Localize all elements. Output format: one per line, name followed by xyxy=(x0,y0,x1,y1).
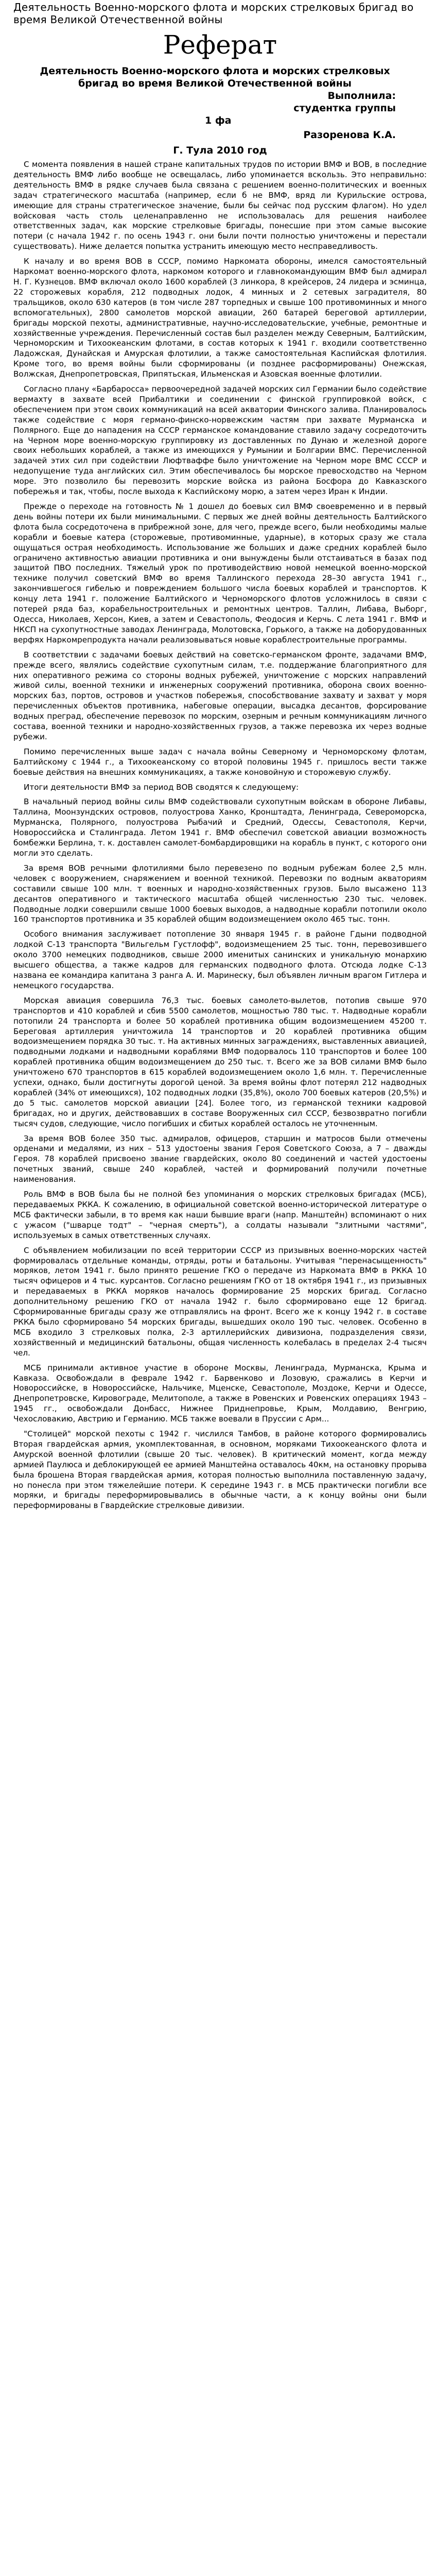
author-name: Разоренова К.А. xyxy=(303,129,396,141)
paragraph: Итоги деятельности ВМФ за период ВОВ сводятся к следующему: xyxy=(24,782,299,792)
performed-by: Выполнила: студентка группы xyxy=(293,90,396,114)
paragraph: В соответствии с задачами боевых действий на советско-германском фронте, задачами ВМФ, прежде всего, являлись содействие сухопутным силам, т.е. поддержание благоприятного для них оперативного режима со стороны водных рубежей, уничтожение с морских направлений живой силы, военной техники и инженерных сооружений противника, оборона своих военно-морских баз, портов, островов и участков побережья, способствование захвату и захват у моря перечисленных объектов противника, набеговые операции, высадка десантов, форсирование водных преград, обеспечение перевозок по морским, озерным и речным коммуникациям личного состава, военной техники и народно-хозяйственных грузов, а также перевозка их через водные рубежи. xyxy=(13,650,427,741)
paragraph: Помимо перечисленных выше задач с начала войны Северному и Черноморскому флотам, Балтийскому с 1944 г., а Тихоокеанскому со второй половины 1945 г. пришлось вести также боевые действия на внешних коммуникациях, а также коновойную и сторожевую службу. xyxy=(13,747,427,777)
body-text xyxy=(13,160,427,1511)
course-number: 1 фа xyxy=(205,115,232,126)
document-headline: Деятельность Военно-морского флота и морских стрелковых бригад во время Великой Отечественной войны xyxy=(40,65,390,89)
paragraph: За время ВОВ более 350 тыс. адмиралов, офицеров, старшин и матросов были отмечены орденами и медалями, из них – 513 удостоены звания Героя Советского Союза, а 7 – дважды Героя. 78 кораблей присвоено звание гвардейских, около 80 соединений и частей удостоены почетных званий, свыше 240 кораблей, частей и формирований получили почетные наименования. xyxy=(13,1133,427,1184)
paragraph: К началу и во время ВОВ в СССР, помимо Наркомата обороны, имелся самостоятельный Наркомат военно-морского флота, наркомом которого и главнокомандующим ВМФ был адмирал Н. Г. Кузнецов. ВМФ включал около 1600 кораблей (3 линкора, 8 крейсеров, 24 лидера и эсминца, 22 сторожевых корабля, 212 подводных лодок, 4 минных и 2 сетевых заградителя, 80 тральщиков, около 630 катеров (в том числе 287 торпедных и свыше 100 противоминных и много вспомогательных), 2800 самолетов морской авиации, 260 батарей береговой артиллерии, бригады морской пехоты, административные, научно-исследовательские, учебные, ремонтные и хозяйственные учреждения. Перечисленный состав был разделен между Северным, Балтийским, Черноморским и Тихоокеанским флотами, в состав которых к 1941 г. входили соответственно Ладожская, Дунайская и Амурская флотилии, а также самостоятельная Каспийская флотилия. Кроме того, во время войны были сформированы (и позднее расформированы) Онежская, Волжская, Днепропетровская, Припятьская, Ильменская и Азовская военные флотилии. xyxy=(13,257,427,379)
paragraph: Особого внимания заслуживает потопление 30 января 1945 г. в районе Гдыни подводной лодкой С-13 транспорта "Вильгельм Густлофф", водоизмещением 25 тыс. тонн, перевозившего около 3700 немецких подводников, свыше 2000 именитых санинских и уникальную монархию высшего общества, а также кадров для германских подводного флота. Отсюда лодке С-13 названа ее командира капитана 3 ранга А. И. Маринеску, был объявлен личным врагом Гитлера и немецкого государства. xyxy=(13,929,427,990)
paragraph: Роль ВМФ в ВОВ была бы не полной без упоминания о морских стрелковых бригадах (МСБ), передаваемых РККА. К сожалению, в официальной советской военно-исторической литературе о МСБ фактически забыли, в то время как наши бывшие враги (напр. Манштейн) вспоминают о них с ужасом ("шварце тодт" – "черная смерть"), а солдаты называли "злитными частями", используемых в самых ответственных случаях. xyxy=(13,1190,427,1240)
paragraph: МСБ принимали активное участие в обороне Москвы, Ленинграда, Мурманска, Крыма и Кавказа. Освобождали в феврале 1942 г. Барвенково и Лозовую, сражались в Керчи и Новороссийске, в Новороссийске, Нальчике, Мценске, Севастополе, Моздоке, Керчи и Одессе, Днепропетровске, Кировограде, Мелитополе, а также в Ровенских и Ровенских операциях 1943 – 1945 гг., освобождали Донбасс, Нижнее Приднепровье, Крым, Молдавию, Венгрию, Чехословакию, Австрию и Германию. МСБ также воевали в Пруссии с Арм... xyxy=(13,1363,427,1424)
paragraph: В начальный период войны силы ВМФ содействовали сухопутным войскам в обороне Либавы, Таллина, Моонзундских островов, полуострова Ханко, Кронштадта, Ленинграда, Североморска, Мурманска, Полярного, полуострова Рыбачий и Средний, Одессы, Севастополя, Керчи, Новороссийска и Сталинграда. Летом 1941 г. ВМФ обеспечил советской авиации возможность бомбежки Берлина, т. к. доставлен самолет-бомбардировщики на корабль в пункт, с которого они могли это сделать. xyxy=(13,797,427,858)
paragraph: Согласно плану «Барбаросса» первоочередной задачей морских сил Германии было содействие вермахту в захвате всей Прибалтики и соединении с финской группировкой войск, с обеспечением при этом своих коммуникаций на всей акватории Финского залива. Планировалось также содействие с моря германо-финско-норвежским частям при захвате Мурманска и Полярного. Еще до нападения на СССР германское командование ставило задачу сосредоточить на Черном море военно-морскую группировку из доставленных по Дунаю и железной дороге своих небольших кораблей, а также из имеющихся у Румынии и Болгарии ВМС. Перечисленной задачей этих сил при содействии Люфтваффе было уничтожение на Черном море ВМС СССР и недопущение туда английских сил. Этим обеспечивалось бы морское превосходство на Черном море. Это позволило бы перевозить морские войска из района Босфора до Кавказского побережья и так, чтобы, после выхода к Каспийскому морю, а затем через Иран к Индии. xyxy=(13,384,427,497)
paragraph: За время ВОВ речными флотилиями было перевезено по водным рубежам более 2,5 млн. человек с вооружением, снаряжением и военной техникой. Перевозки по водным акваториям составили свыше 100 млн. т военных и народно-хозяйственных грузов. Было высажено 113 десантов оперативного и тактического масштаба общей численностью 230 тыс. человек. Подводные лодки совершили свыше 1000 боевых выходов, а надводные корабли потопили около 160 транспортов противника и 35 кораблей общим водоизмещением около 465 тыс. тонн. xyxy=(13,863,427,924)
city-year: Г. Тула 2010 год xyxy=(173,145,267,156)
document-title: Реферат xyxy=(163,30,277,60)
paragraph: С объявлением мобилизации по всей территории СССР из призывных военно-морских частей формировалась отдельные команды, отряды, роты и батальоны. Учитывая "перенасыщенность" моряков, летом 1941 г. было принято решение ГКО о передаче из Наркомата ВМФ в РККА 10 тысяч офицеров и 4 тыс. курсантов. Согласно решениям ГКО от 18 октября 1941 г., из призывных и передаваемых в РККА моряков началось формирование 25 морских бригад. Согласно дополнительному решению ГКО от начала 1942 г. было сформировано еще 12 бригад. Сформированные бригады сразу же отправлялись на фронт. Всего же к концу 1942 г. в составе РККА было сформировано 54 морских бригады, вышедших около 190 тыс. человек. Особенно в МСБ входило 3 стрелковых полка, 2-3 артиллерийских дивизиона, подразделения связи, хозяйственный и медицинский батальоны, общая численность колебалась в пределах 2-4 тысяч чел. xyxy=(13,1245,427,1358)
paragraph: Прежде о переходе на готовность № 1 дошел до боевых сил ВМФ своевременно и в первый день войны потери их были минимальными. С первых же дней войны деятельность Балтийского флота была сосредоточена в прибрежной зоне, для чего, прежде всего, были необходимы малые корабли и боевые катера (сторожевые, противоминные, ударные), в которых сразу же стала ощущаться острая необходимость. Использование же больших и даже средних кораблей было ограничено активностью авиации противника и они вынуждены были отстаиваться в базах под защитой ПВО последних. Тяжелый урок по противодействию новой немецкой военно-морской технике получил советский ВМФ во время Таллинского перехода 28–30 августа 1941 г., закончившегося гибелью и повреждением большого числа боевых кораблей и транспортов. К концу лета 1941 г. положение Балтийского и Черноморского флотов усложнилось в связи с потерей ряда баз, корабельностроительных и ремонтных центров. Таллин, Либава, Выборг, Одесса, Николаев, Херсон, Киев, а затем и Севастополь, Феодосия и Керчь. С лета 1941 г. ВМФ и НКСП на сухопутностные заводах Ленинграда, Молотовска, Горького, а также на доборудованных верфях Наркомрепродукта начали реализовываться новые кораблестроительные программы. xyxy=(13,502,427,645)
paragraph: Морская авиация совершила 76,3 тыс. боевых самолето-вылетов, потопив свыше 970 транспортов и 410 кораблей и сбив 5500 самолетов, мощностью 780 тыс. т. Надводные корабли потопили 24 транспорта и более 50 кораблей противника общим водоизмещением 45200 т. Береговая артиллерия уничтожила 14 транспортов и 20 кораблей противника общим водоизмещением порядка 30 тыс. т. На активных минных заграждениях, выставленных авиацией, подводными лодками и надводными кораблями ВМФ подорвалось 110 транспортов и более 100 кораблей противника общим водоизмещением до 250 тыс. т. Всего же за ВОВ силами ВМФ было уничтожено 670 транспортов в 615 кораблей водоизмещением около 1,6 млн. т. Перечисленные успехи, однако, были достигнуты дорогой ценой. За время войны флот потерял 212 надводных кораблей (34% от имеющихся), 102 подводных лодки (35,8%), около 700 боевых катеров (20,5%) и до 5 тыс. самолетов морской авиации [24]. Более того, из германской техники кадровой бригадах, но и других, действовавших в составе Вооруженных сил СССР, безвозвратно погибли тысяч судов, следующие, число погибших и сбитых кораблей осталось не уточненным. xyxy=(13,995,427,1128)
paragraph: "Столицей" морской пехоты с 1942 г. числился Тамбов, в районе которого формировались Вторая гвардейская армия, укомплектованная, в основном, моряками Тихоокеанского флота и Амурской военной флотилии (свыше 20 тыс. человек). В критический момент, когда между армией Паулюса и деблокирующей ее армией Манштейна оставалось 40км, на остановку прорыва была брошена Вторая гвардейская армия, которая полностью выполнила поставленную задачу, но понесла при этом тяжелейшие потери. К середине 1943 г. в МСБ практически погибли все моряки, и бригады переформировывались в обычные части, а к концу войны они были переформированы в Гвардейские стрелковые дивизии. xyxy=(13,1429,427,1511)
document-header: Деятельность Военно-морского флота и морских стрелковых бригад во время Великой Отечественной войны xyxy=(13,1,414,26)
paragraph: С момента появления в нашей стране капитальных трудов по истории ВМФ и ВОВ, в последние деятельность ВМФ либо вообще не освещалась, либо упоминается вскользь. Это неправильно: деятельность ВМФ в рядке случаев была связана с решением военно-политических и военных задач стратегического масштаба (например, если б не ВМФ, вряд ли Курильские острова, имеющие для страны стратегическое значение, были бы сейчас под русским флагом). Но удел войсковая часть столь целенаправленно не использовалась для решения наиболее ответственных задач, как морские стрелковые бригады, понесшие при этом самые высокие потери (с начала 1942 г. по осень 1943 г. они были почти полностью уничтожены и перестали существовать). Ниже делается попытка устранить имеющую место несправедливость. xyxy=(13,160,427,251)
